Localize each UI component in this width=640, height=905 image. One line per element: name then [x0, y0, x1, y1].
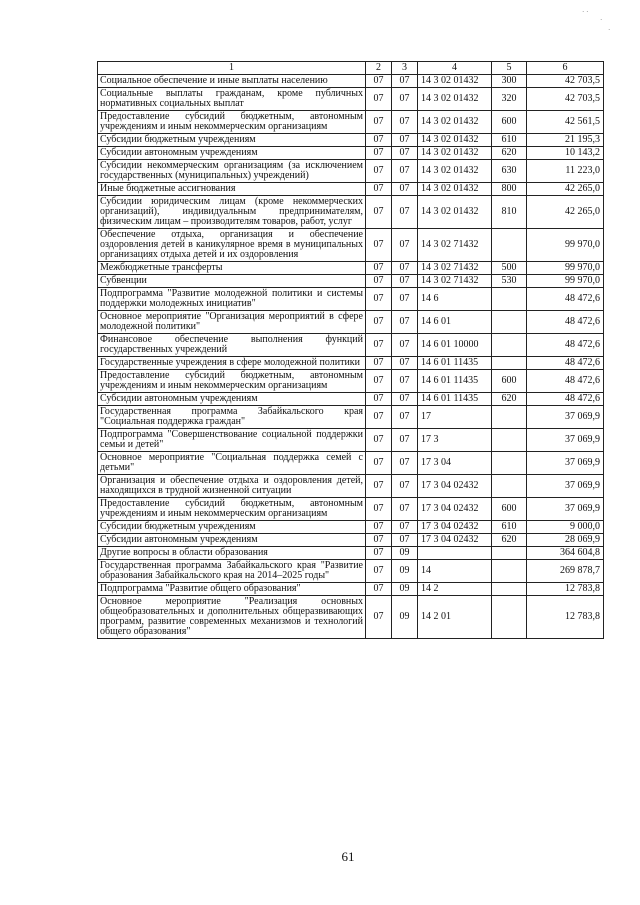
- budget-table: [97, 61, 604, 639]
- table-row: [98, 134, 604, 147]
- table-row: [98, 196, 604, 229]
- row-subsection: 07: [392, 262, 418, 275]
- row-amount: 48 472,6: [527, 393, 604, 406]
- row-expense-type: 320: [492, 88, 527, 111]
- row-expense-type: 300: [492, 75, 527, 88]
- table-row: [98, 521, 604, 534]
- table-row: [98, 406, 604, 429]
- row-expense-type: [492, 547, 527, 560]
- row-expense-type: [492, 406, 527, 429]
- header-cell: 6: [527, 62, 604, 75]
- row-section: 07: [366, 406, 392, 429]
- row-section: 07: [366, 183, 392, 196]
- row-subsection: 07: [392, 75, 418, 88]
- row-expense-type: 620: [492, 393, 527, 406]
- row-subsection: 07: [392, 88, 418, 111]
- row-amount: 48 472,6: [527, 370, 604, 393]
- row-amount: 12 783,8: [527, 596, 604, 639]
- row-amount: 11 223,0: [527, 160, 604, 183]
- row-subsection: 07: [392, 521, 418, 534]
- row-amount: 37 069,9: [527, 429, 604, 452]
- row-name: Подпрограмма "Совершенствование социальной поддержки семьи и детей": [98, 429, 366, 452]
- row-amount: 48 472,6: [527, 334, 604, 357]
- row-subsection: 07: [392, 370, 418, 393]
- table-row: [98, 498, 604, 521]
- row-subsection: 07: [392, 406, 418, 429]
- row-section: 07: [366, 370, 392, 393]
- row-amount: 48 472,6: [527, 288, 604, 311]
- row-target-article: 14 3 02 01432: [418, 75, 492, 88]
- row-target-article: 14 2 01: [418, 596, 492, 639]
- page-number: 61: [341, 849, 355, 864]
- row-name: Подпрограмма "Развитие общего образования": [98, 583, 366, 596]
- row-subsection: 07: [392, 452, 418, 475]
- row-target-article: 17 3 04 02432: [418, 521, 492, 534]
- row-target-article: 14 3 02 01432: [418, 147, 492, 160]
- row-section: 07: [366, 498, 392, 521]
- row-name: Субвенции: [98, 275, 366, 288]
- row-amount: 21 195,3: [527, 134, 604, 147]
- table-row: [98, 393, 604, 406]
- row-name: Субсидии некоммерческим организациям (за исключением государственных (муниципальных) учреждений): [98, 160, 366, 183]
- row-expense-type: 810: [492, 196, 527, 229]
- row-name: Субсидии автономным учреждениям: [98, 393, 366, 406]
- table-row: [98, 262, 604, 275]
- table-row: [98, 583, 604, 596]
- row-name: Субсидии автономным учреждениям: [98, 147, 366, 160]
- row-name: Социальное обеспечение и иные выплаты населению: [98, 75, 366, 88]
- row-section: 07: [366, 547, 392, 560]
- row-target-article: 14 6 01 11435: [418, 357, 492, 370]
- row-subsection: 09: [392, 583, 418, 596]
- row-name: Другие вопросы в области образования: [98, 547, 366, 560]
- row-expense-type: 500: [492, 262, 527, 275]
- table-row: [98, 370, 604, 393]
- row-name: Предоставление субсидий бюджетным, автономным учреждениям и иным некоммерческим организациям: [98, 498, 366, 521]
- row-amount: 37 069,9: [527, 475, 604, 498]
- row-expense-type: [492, 452, 527, 475]
- row-section: 07: [366, 262, 392, 275]
- table-row: [98, 183, 604, 196]
- row-section: 07: [366, 521, 392, 534]
- header-cell: 4: [418, 62, 492, 75]
- table-row: [98, 534, 604, 547]
- row-name: Основное мероприятие "Социальная поддержка семей с детьми": [98, 452, 366, 475]
- table-row: [98, 475, 604, 498]
- row-subsection: 07: [392, 357, 418, 370]
- row-name: Подпрограмма "Развитие молодежной политики и системы поддержки молодежных инициатив": [98, 288, 366, 311]
- row-name: Обеспечение отдыха, организация и обеспечение оздоровления детей в каникулярное время в муниципальных организациях отдыха детей и их оздоровления: [98, 229, 366, 262]
- row-section: 07: [366, 429, 392, 452]
- table-row: [98, 88, 604, 111]
- row-name: Социальные выплаты гражданам, кроме публичных нормативных социальных выплат: [98, 88, 366, 111]
- row-subsection: 07: [392, 393, 418, 406]
- row-section: 07: [366, 534, 392, 547]
- row-subsection: 07: [392, 134, 418, 147]
- row-target-article: 14 2: [418, 583, 492, 596]
- row-expense-type: 800: [492, 183, 527, 196]
- row-subsection: 07: [392, 429, 418, 452]
- table-row: [98, 229, 604, 262]
- row-expense-type: 600: [492, 370, 527, 393]
- row-section: 07: [366, 334, 392, 357]
- row-expense-type: [492, 596, 527, 639]
- row-expense-type: [492, 311, 527, 334]
- row-name: Субсидии автономным учреждениям: [98, 534, 366, 547]
- table-row: [98, 560, 604, 583]
- row-name: Субсидии бюджетным учреждениям: [98, 521, 366, 534]
- row-target-article: 14 3 02 01432: [418, 196, 492, 229]
- table-row: [98, 357, 604, 370]
- row-target-article: 17: [418, 406, 492, 429]
- row-amount: 37 069,9: [527, 498, 604, 521]
- row-name: Субсидии юридическим лицам (кроме некоммерческих организаций), индивидуальным предпринимателям, физическим лицам – производителям товаров, работ, услуг: [98, 196, 366, 229]
- row-amount: 48 472,6: [527, 357, 604, 370]
- row-section: 07: [366, 147, 392, 160]
- header-cell: 3: [392, 62, 418, 75]
- row-target-article: 14 3 02 01432: [418, 88, 492, 111]
- table-row: [98, 334, 604, 357]
- row-target-article: 14 3 02 01432: [418, 111, 492, 134]
- row-name: Государственная программа Забайкальского края "Развитие образования Забайкальского края на 2014–2025 годы": [98, 560, 366, 583]
- row-section: 07: [366, 111, 392, 134]
- row-amount: 42 265,0: [527, 196, 604, 229]
- row-amount: 42 265,0: [527, 183, 604, 196]
- row-name: Субсидии бюджетным учреждениям: [98, 134, 366, 147]
- row-section: 07: [366, 596, 392, 639]
- row-target-article: 14 6: [418, 288, 492, 311]
- row-subsection: 07: [392, 229, 418, 262]
- row-expense-type: 610: [492, 134, 527, 147]
- row-expense-type: 600: [492, 111, 527, 134]
- table-row: [98, 111, 604, 134]
- row-section: 07: [366, 393, 392, 406]
- row-subsection: 07: [392, 111, 418, 134]
- row-target-article: 14 3 02 71432: [418, 262, 492, 275]
- row-amount: 99 970,0: [527, 262, 604, 275]
- row-section: 07: [366, 75, 392, 88]
- row-target-article: 14: [418, 560, 492, 583]
- row-section: 07: [366, 311, 392, 334]
- row-subsection: 07: [392, 475, 418, 498]
- row-section: 07: [366, 229, 392, 262]
- scan-speck: ·: [608, 26, 611, 34]
- row-subsection: 07: [392, 275, 418, 288]
- row-name: Иные бюджетные ассигнования: [98, 183, 366, 196]
- row-subsection: 07: [392, 183, 418, 196]
- row-section: 07: [366, 583, 392, 596]
- row-target-article: 17 3 04 02432: [418, 475, 492, 498]
- row-expense-type: [492, 583, 527, 596]
- row-subsection: 09: [392, 596, 418, 639]
- row-target-article: 14 3 02 01432: [418, 134, 492, 147]
- row-amount: 37 069,9: [527, 406, 604, 429]
- row-amount: 99 970,0: [527, 229, 604, 262]
- row-target-article: 17 3: [418, 429, 492, 452]
- row-expense-type: 620: [492, 534, 527, 547]
- row-amount: 37 069,9: [527, 452, 604, 475]
- row-name: Государственные учреждения в сфере молодежной политики: [98, 357, 366, 370]
- row-expense-type: [492, 288, 527, 311]
- row-name: Организация и обеспечение отдыха и оздоровления детей, находящихся в трудной жизненной ситуации: [98, 475, 366, 498]
- header-cell: 1: [98, 62, 366, 75]
- row-expense-type: 630: [492, 160, 527, 183]
- row-section: 07: [366, 475, 392, 498]
- row-target-article: 14 6 01 10000: [418, 334, 492, 357]
- table-row: [98, 547, 604, 560]
- row-subsection: 07: [392, 498, 418, 521]
- row-expense-type: [492, 429, 527, 452]
- table-row: [98, 75, 604, 88]
- row-name: Государственная программа Забайкальского края "Социальная поддержка граждан": [98, 406, 366, 429]
- table-body: [98, 75, 604, 639]
- row-target-article: 14 3 02 71432: [418, 275, 492, 288]
- row-subsection: 07: [392, 160, 418, 183]
- row-section: 07: [366, 160, 392, 183]
- row-expense-type: 620: [492, 147, 527, 160]
- row-expense-type: [492, 229, 527, 262]
- row-section: 07: [366, 357, 392, 370]
- row-target-article: 14 3 02 71432: [418, 229, 492, 262]
- header-cell: 2: [366, 62, 392, 75]
- row-subsection: 09: [392, 560, 418, 583]
- row-name: Финансовое обеспечение выполнения функций государственных учреждений: [98, 334, 366, 357]
- row-target-article: 14 6 01 11435: [418, 393, 492, 406]
- row-subsection: 09: [392, 547, 418, 560]
- row-name: Предоставление субсидий бюджетным, автономным учреждениям и иным некоммерческим организациям: [98, 111, 366, 134]
- row-target-article: [418, 547, 492, 560]
- row-subsection: 07: [392, 534, 418, 547]
- row-amount: 42 703,5: [527, 88, 604, 111]
- row-expense-type: 600: [492, 498, 527, 521]
- row-expense-type: 610: [492, 521, 527, 534]
- row-name: Основное мероприятие "Реализация основных общеобразовательных и дополнительных общеразвивающих программ, развитие современных механизмов и технологий общего образования": [98, 596, 366, 639]
- row-amount: 42 703,5: [527, 75, 604, 88]
- table-row: [98, 147, 604, 160]
- table-row: [98, 429, 604, 452]
- row-amount: 269 878,7: [527, 560, 604, 583]
- row-section: 07: [366, 560, 392, 583]
- row-expense-type: 530: [492, 275, 527, 288]
- row-amount: 10 143,2: [527, 147, 604, 160]
- header-cell: 5: [492, 62, 527, 75]
- row-expense-type: [492, 334, 527, 357]
- row-subsection: 07: [392, 334, 418, 357]
- table-row: [98, 275, 604, 288]
- row-amount: 48 472,6: [527, 311, 604, 334]
- row-amount: 9 000,0: [527, 521, 604, 534]
- row-section: 07: [366, 288, 392, 311]
- row-subsection: 07: [392, 288, 418, 311]
- table-row: [98, 311, 604, 334]
- row-amount: 42 561,5: [527, 111, 604, 134]
- row-amount: 99 970,0: [527, 275, 604, 288]
- scan-speck: · ·: [582, 8, 589, 16]
- row-section: 07: [366, 196, 392, 229]
- row-section: 07: [366, 88, 392, 111]
- row-amount: 12 783,8: [527, 583, 604, 596]
- row-name: Предоставление субсидий бюджетным, автономным учреждениям и иным некоммерческим организациям: [98, 370, 366, 393]
- row-amount: 28 069,9: [527, 534, 604, 547]
- row-name: Основное мероприятие "Организация мероприятий в сфере молодежной политики": [98, 311, 366, 334]
- row-target-article: 17 3 04 02432: [418, 534, 492, 547]
- row-target-article: 14 3 02 01432: [418, 183, 492, 196]
- header-row: [98, 62, 604, 75]
- row-target-article: 14 3 02 01432: [418, 160, 492, 183]
- row-expense-type: [492, 475, 527, 498]
- row-target-article: 17 3 04: [418, 452, 492, 475]
- row-amount: 364 604,8: [527, 547, 604, 560]
- row-target-article: 17 3 04 02432: [418, 498, 492, 521]
- table-row: [98, 160, 604, 183]
- row-name: Межбюджетные трансферты: [98, 262, 366, 275]
- row-target-article: 14 6 01: [418, 311, 492, 334]
- row-subsection: 07: [392, 311, 418, 334]
- row-target-article: 14 6 01 11435: [418, 370, 492, 393]
- scan-speck: ·: [600, 16, 603, 24]
- table-row: [98, 596, 604, 639]
- row-subsection: 07: [392, 147, 418, 160]
- row-section: 07: [366, 275, 392, 288]
- table-row: [98, 452, 604, 475]
- row-section: 07: [366, 134, 392, 147]
- table-row: [98, 288, 604, 311]
- row-expense-type: [492, 357, 527, 370]
- row-expense-type: [492, 560, 527, 583]
- row-section: 07: [366, 452, 392, 475]
- row-subsection: 07: [392, 196, 418, 229]
